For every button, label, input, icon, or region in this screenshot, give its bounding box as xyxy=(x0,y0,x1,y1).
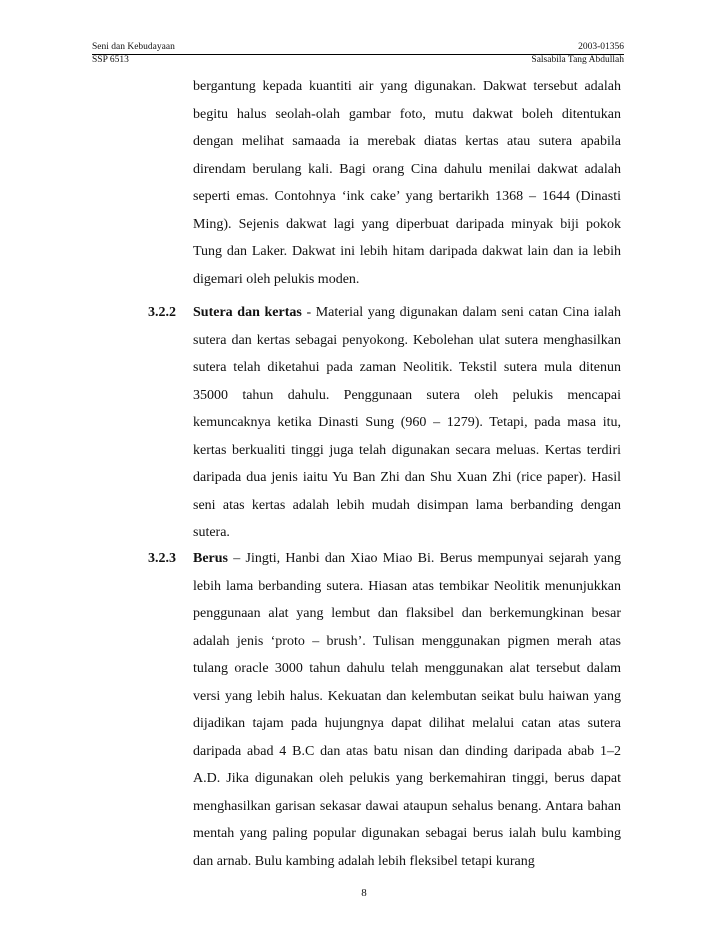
continuation-paragraph: bergantung kepada kuantiti air yang digunakan. Dakwat tersebut adalah begitu halus seolah-olah gambar foto, mutu dakwat boleh ditentukan dengan melihat samaada ia merebak diatas kertas atau sutera apabila direndam berulang kali. Bagi orang Cina dahulu menilai dakwat adalah seperti emas. Contohnya ‘ink cake’ yang bertarikh 1368 – 1644 (Dinasti Ming). Sejenis dakwat lagi yang diperbuat daripada minyak biji pokok Tung dan Laker. Dakwat ini lebih hitam daripada dakwat lain dan ia lebih digemari oleh pelukis moden. xyxy=(193,79,621,287)
header-row-bottom xyxy=(92,54,624,67)
page-number: 8 xyxy=(361,887,367,899)
section-paragraph-3-2-3 xyxy=(193,545,621,875)
section-heading-sutera-dan-kertas: Sutera dan kertas xyxy=(193,305,302,320)
course-title: Seni dan Kebudayaan xyxy=(92,42,175,52)
section-number-3-2-2: 3.2.2 xyxy=(148,305,176,320)
student-id: 2003-01356 xyxy=(578,42,624,52)
section-number-3-2-3: 3.2.3 xyxy=(148,551,176,566)
header-divider xyxy=(92,54,624,55)
header-row-top xyxy=(92,41,624,54)
author-name: Salsabila Tang Abdullah xyxy=(531,55,624,65)
section-heading-berus: Berus xyxy=(193,551,228,566)
section-text-3-2-2: - Material yang digunakan dalam seni catan Cina ialah sutera dan kertas sebagai penyokong. Kebolehan ulat sutera menghasilkan sutera telah diketahui pada zaman Neolitik. Tekstil sutera mula ditenun 35000 tahun dahulu. Penggunaan sutera oleh pelukis mencapai kemuncaknya ketika Dinasti Sung (960 – 1279). Tetapi, pada masa itu, kertas berkualiti tinggi juga telah digunakan secara meluas. Kertas terdiri daripada dua jenis iaitu Yu Ban Zhi dan Shu Xuan Zhi (rice paper). Hasil seni atas kertas adalah lebih mudah disimpan lama berbanding dengan sutera. xyxy=(193,305,621,540)
section-paragraph-3-2-2 xyxy=(193,299,621,547)
course-code: SSP 6513 xyxy=(92,55,129,65)
section-text-3-2-3: – Jingti, Hanbi dan Xiao Miao Bi. Berus mempunyai sejarah yang lebih lama berbanding sutera. Hiasan atas tembikar Neolitik menunjukkan penggunaan alat yang lembut dan flaksibel dan berkemungkinan besar adalah jenis ‘proto – brush’. Tulisan menggunakan pigmen merah atas tulang oracle 3000 tahun dahulu telah menggunakan alat tersebut dalam versi yang lebih halus. Kekuatan dan kelembutan seikat bulu haiwan yang dijadikan tajam pada hujungnya dapat dilihat melalui catan atas sutera daripada abad 4 B.C dan atas batu nisan dan dinding daripada abab 1–2 A.D. Jika digunakan oleh pelukis yang berkemahiran tinggi, berus dapat menghasilkan garisan sekasar dawai ataupun sehalus benang. Antara bahan mentah yang paling popular digunakan sebagai berus ialah bulu kambing dan arnab. Bulu kambing adalah lebih fleksibel tetapi kurang xyxy=(193,551,621,869)
